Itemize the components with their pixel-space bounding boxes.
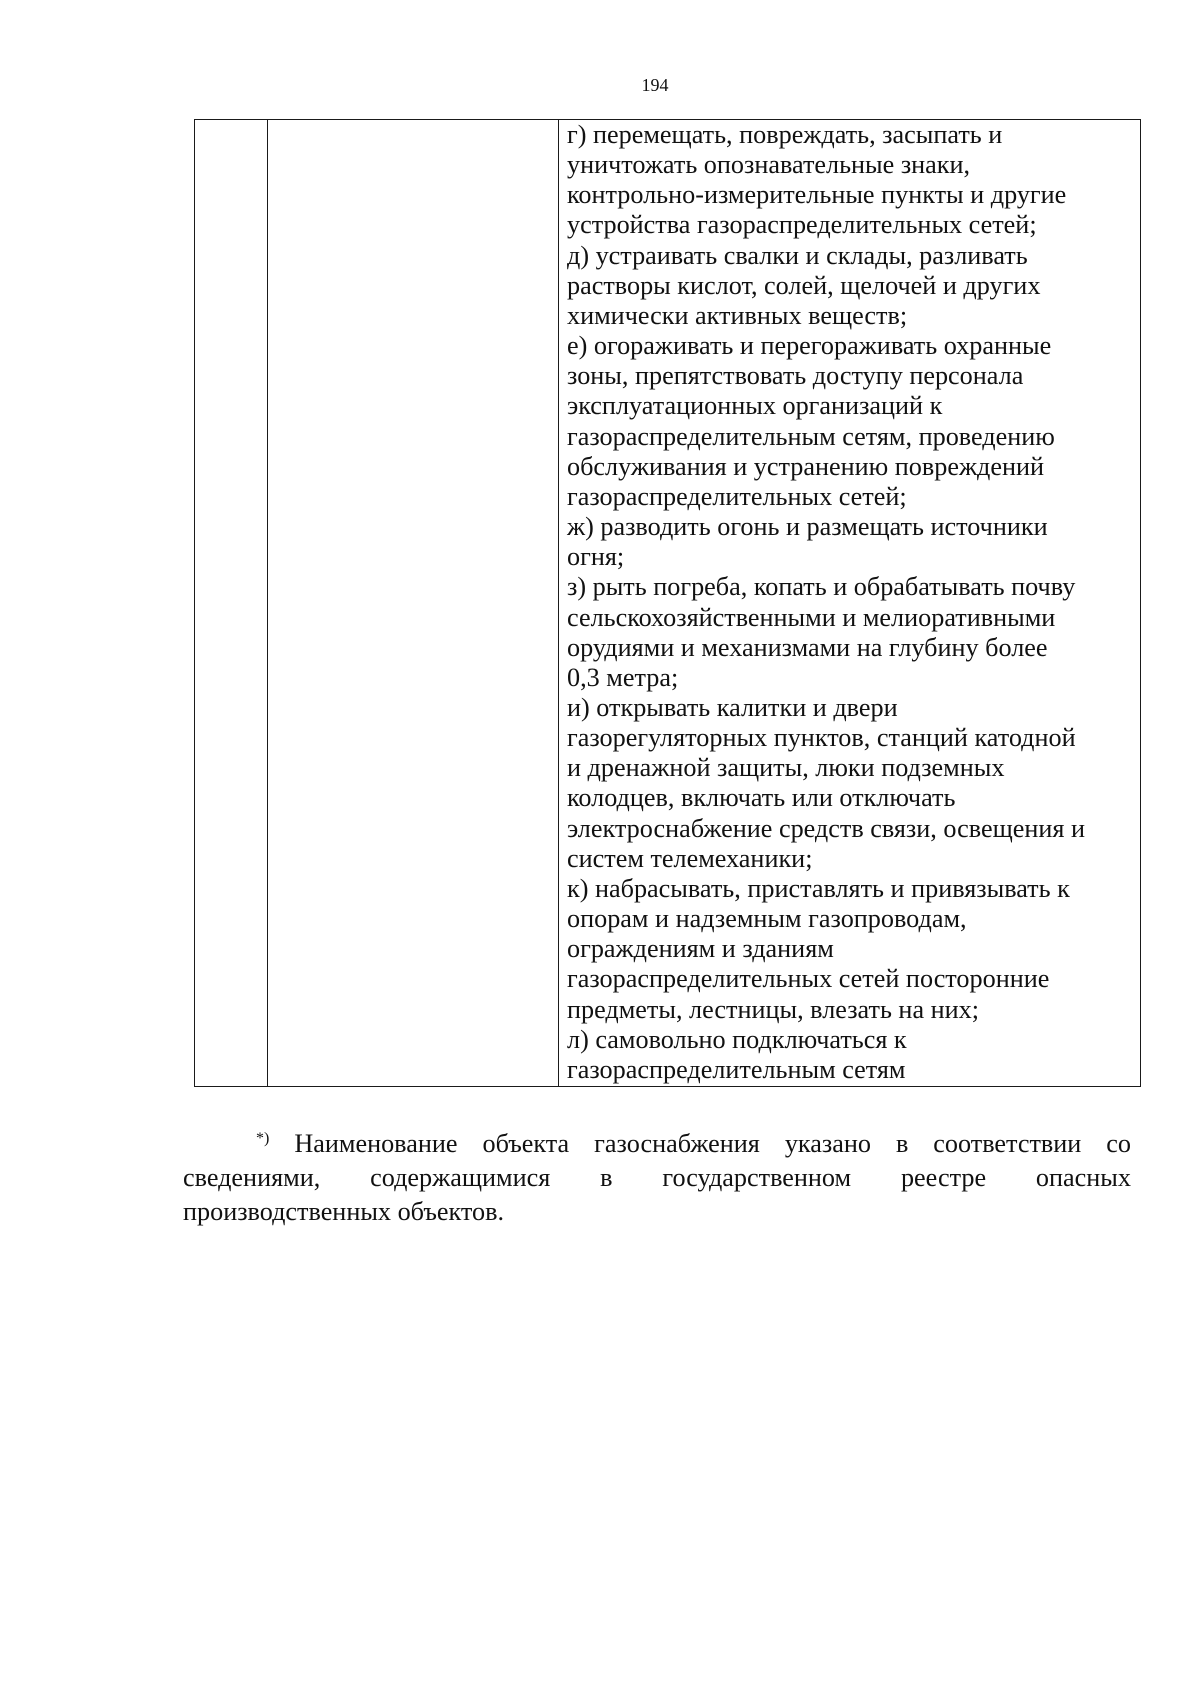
table-column-number (195, 120, 268, 1086)
cell-text-line: эксплуатационных организаций к (567, 391, 943, 421)
cell-text-line: систем телемеханики; (567, 843, 813, 873)
cell-text-line: л) самовольно подключаться к (567, 1024, 907, 1054)
cell-text-line: электроснабжение средств связи, освещения и (567, 813, 1086, 843)
cell-text-line: сельскохозяйственными и мелиоративными (567, 602, 1056, 632)
cell-text-line: и дренажной защиты, люки подземных (567, 753, 1005, 783)
cell-text-line: газораспределительных сетей; (567, 481, 907, 511)
cell-text-line: е) огораживать и перегораживать охранные (567, 331, 1052, 361)
cell-text-line: к) набрасывать, приставлять и привязывать к (567, 873, 1070, 903)
cell-text-line: г) перемещать, повреждать, засыпать и (567, 120, 1003, 149)
cell-text-line: колодцев, включать или отключать (567, 783, 956, 813)
cell-text-line: газораспределительным сетям, проведению (567, 421, 1055, 451)
cell-text-line: устройства газораспределительных сетей; (567, 210, 1037, 240)
footnote-line-1 (183, 1122, 1131, 1161)
cell-text-line: и) открывать калитки и двери (567, 692, 898, 722)
cell-text-line: газораспределительным сетям (567, 1054, 906, 1084)
footnote (183, 1122, 1131, 1229)
cell-text-line: растворы кислот, солей, щелочей и других (567, 270, 1041, 300)
cell-text-line: газораспределительных сетей посторонние (567, 964, 1050, 994)
cell-text-line: д) устраивать свалки и склады, разливать (567, 240, 1028, 270)
cell-text-line: зоны, препятствовать доступу персонала (567, 361, 1024, 391)
page-number: 194 (641, 75, 669, 95)
cell-text-line: ж) разводить огонь и размещать источники (567, 512, 1048, 542)
cell-text-line: химически активных веществ; (567, 300, 908, 330)
cell-text-line: газорегуляторных пунктов, станций катодной (567, 723, 1076, 753)
footnote-text-1: Наименование объекта газоснабжения указано в соответствии со (294, 1129, 1131, 1158)
cell-text-line: орудиями и механизмами на глубину более (567, 632, 1048, 662)
footnote-marker: *) (256, 1130, 270, 1147)
cell-text-line: з) рыть погреба, копать и обрабатывать почву (567, 572, 1076, 602)
footnote-line-2: сведениями, содержащимися в государственном реестре опасных (183, 1163, 1131, 1192)
cell-text-line: огня; (567, 542, 625, 572)
cell-text-line: опорам и надземным газопроводам, (567, 904, 967, 934)
cell-text-line: обслуживания и устранению повреждений (567, 451, 1045, 481)
cell-text-line: контрольно-измерительные пункты и другие (567, 180, 1067, 210)
cell-text-line: предметы, лестницы, влезать на них; (567, 994, 980, 1024)
restrictions-table (194, 119, 1141, 1087)
cell-text-line: 0,3 метра; (567, 662, 679, 692)
cell-text-line: ограждениям и зданиям (567, 934, 834, 964)
cell-text-line: уничтожать опознавательные знаки, (567, 150, 971, 180)
table-cell-restrictions (559, 120, 1140, 1086)
table-column-object (268, 120, 559, 1086)
footnote-line-3: производственных объектов. (183, 1197, 504, 1226)
